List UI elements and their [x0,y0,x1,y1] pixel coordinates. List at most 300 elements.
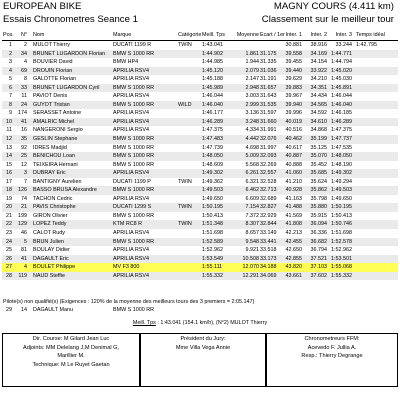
cell-ideal-time: 1:42.795 [356,42,377,48]
cell-best-time: 1:47.739 [202,144,223,151]
cell-brand: APRILIA RSV4 [113,195,149,202]
cell-category: TWIN [178,204,192,211]
cell-category: TWIN [178,42,192,48]
cell-best-time: 1:52.589 [202,238,223,245]
cell-split2: 36.094 [310,221,327,228]
cell-best-time: 1:48.609 [202,161,223,168]
cell-num: 12 [21,161,27,168]
cell-average: 6.261 [245,170,259,177]
cell-num: 16 [21,127,27,134]
cell-split3: 1:47.535 [331,144,352,151]
table-row [2,84,398,93]
cell-best-time: 1:55.111 [202,264,223,271]
cell-pos: 3 [9,59,12,66]
cell-name: PAVIS Christophe [33,204,76,211]
cell-split3: 1:52.578 [331,238,352,245]
cell-gap: 31.175 [260,50,277,57]
table-row [2,169,398,178]
cell-split1: 40.019 [285,118,302,125]
cell-split3: 1:49.294 [331,178,352,185]
best-lap-line [0,320,400,327]
cell-num: 41 [21,255,27,262]
cell-num: 24 [21,101,27,108]
table-row [2,212,398,221]
cell-pos: 27 [6,264,12,271]
cell-name: DAGAULT Manu [33,307,73,313]
cell-split1: 39.455 [285,59,302,66]
cell-pos: 14 [6,153,12,160]
cell-average: 1.944 [245,59,259,66]
ranking-title: Classement sur le meilleur tour [261,14,394,25]
cell-brand: BMW S 1000 RR [113,212,155,219]
cell-num: 3 [24,170,27,177]
cell-best-time: 1:47.483 [202,136,223,143]
cell-average: 12.070 [242,264,259,271]
cell-best-time: 1:48.050 [202,153,223,160]
cell-name: MULOT Thierry [33,42,70,48]
cell-gap: 33.173 [260,255,277,262]
table-row [2,195,398,204]
cell-gap: 32.093 [260,153,277,160]
cell-pos: 17 [6,178,12,185]
cell-brand: BMW S 1000 RR [113,307,155,313]
col-header-num: N° [20,32,27,38]
best-lap-text: : 1:43.041 (154.1 km/h), (N°2) MULOT Thierry [157,320,268,326]
cell-split2: 35.452 [310,161,327,168]
cell-split2: 36.336 [310,230,327,237]
cell-gap: 31.643 [260,93,277,100]
cell-split2: 33.922 [310,67,327,74]
cell-split1: 39.558 [285,50,302,57]
cell-split2: 35.798 [310,195,327,202]
cell-num: 4 [24,264,27,271]
table-row [2,67,398,76]
cell-name: NANGERONI Sergio [33,127,83,134]
cell-num: 7 [24,178,27,185]
col-header-split1: Inter. 1 [285,32,302,38]
cell-pos: 11 [6,127,12,134]
cell-num: 119 [18,272,27,279]
cell-split3: 1:46.185 [331,110,352,117]
cell-brand: BMW S 1000 RR [113,187,155,194]
table-row [2,203,398,212]
cell-name: BASSO BRUSA Alexandre [33,187,97,194]
cell-split1: 39.629 [285,76,302,83]
cell-brand: APRILIA RSV4 [113,247,149,254]
cell-average: 1.861 [245,50,259,57]
cell-average: 7.372 [245,212,259,219]
cell-num: 81 [21,247,27,254]
cell-pos: 7 [9,93,12,100]
cell-name: BRUN Julien [33,238,64,245]
cell-average: 9.548 [245,238,259,245]
cell-num: 2 [24,42,27,48]
cell-split1: 39.996 [285,110,302,117]
cell-average: 2.999 [245,101,259,108]
cell-split3: 1:49.503 [331,187,352,194]
cell-num: 21 [21,204,27,211]
cell-split2: 35.125 [310,144,327,151]
cell-split1: 39.440 [285,67,302,74]
table-row [2,272,398,281]
cell-brand: BMW S 1000 RR [113,50,155,57]
cell-split3: 33.244 [335,42,352,48]
table-row [2,238,398,247]
col-header-best-time: Meill. Tps [202,32,225,38]
cell-pos: 13 [6,144,12,151]
cell-split1: 42.455 [285,238,302,245]
cell-best-time: 1:49.650 [202,195,223,202]
table-row [2,161,398,170]
cell-pos: 23 [6,230,12,237]
cell-gap: 31.991 [260,127,277,134]
non-qualified-title: Pilote(s) non qualifié(s) (Exigences : 120% de la moyenne des meilleurs tours des 3 premiers = 2:05.147) [3,299,255,305]
col-header-split3: Inter. 3 [335,32,352,38]
cell-gap: 31.660 [260,118,277,125]
cell-split3: 1:46.044 [331,93,352,100]
cell-average: 4.334 [245,127,259,134]
cell-best-time: 1:51.348 [202,221,223,228]
cell-pos: 25 [6,247,12,254]
cell-best-time: 1:45.120 [202,67,223,74]
cell-num: 74 [21,195,27,202]
cell-brand: APRILIA RSV4 [113,110,149,117]
cell-gap: 32.827 [260,204,277,211]
cell-split1: 41.210 [285,178,302,185]
cell-split2: 35.862 [310,187,327,194]
race-direction-box [2,333,140,387]
cell-best-time: 1:43.041 [202,42,223,48]
cell-name: CALOT Rudy [33,230,65,237]
cell-name: AMALRIC Michel [33,118,75,125]
jury-president-label: Président du Jury: [180,336,226,342]
cell-name: BOUVIER David [33,59,73,66]
cell-split3: 1:49.302 [331,170,352,177]
cell-brand: BMW S 1000 RR [113,101,155,108]
cell-brand: BMW HP4 [113,59,139,66]
table-row [2,186,398,195]
cell-split3: 1:44.771 [331,50,352,57]
cell-split1: 40.928 [285,187,302,194]
cell-brand: APRILIA RSV4 [113,230,149,237]
cell-pos: 1 [9,42,12,48]
cell-brand: DUCATI 1199 P [113,178,151,185]
cell-name: BRUNET LUGARDON Cyril [33,84,100,91]
table-row [2,50,398,59]
cell-best-time: 1:46.177 [202,110,223,117]
cell-pos: 16 [6,170,12,177]
cell-brand: BMW S 1000 RR [113,136,155,143]
cell-brand: APRILIA RSV4 [113,93,149,100]
jury-box [140,333,266,387]
table-row [2,220,398,229]
cell-num: 25 [21,153,27,160]
cell-best-time: 1:52.962 [202,247,223,254]
cell-split1: 41.163 [285,195,302,202]
cell-gap: 32.269 [260,161,277,168]
col-header-split2: Inter. 2 [310,32,327,38]
cell-name: TACHON Cedric [33,195,73,202]
cell-best-time: 1:49.362 [202,178,223,185]
cell-brand: BMW S 1000 RR [113,84,155,91]
table-row [2,75,398,84]
cell-split1: 39.967 [285,93,302,100]
table-header-row [2,30,398,41]
cell-split1: 39.940 [285,101,302,108]
cell-name: TEIXEIRA Hernani [33,161,78,168]
cell-split2: 36.794 [310,247,327,254]
table-row [2,229,398,238]
cell-split3: 1:51.698 [331,230,352,237]
cell-split1: 42.213 [285,230,302,237]
cell-average: 8.657 [245,230,259,237]
col-header-category: Catégorie [178,32,202,38]
table-row [2,118,398,127]
table-row [2,263,398,272]
cell-brand: APRILIA RSV4 [113,272,149,279]
cell-brand: APRILIA RSV4 [113,127,149,134]
cell-average: 4.698 [245,144,259,151]
cell-average: 5.009 [245,153,259,160]
cell-pos: 29 [6,307,12,313]
cell-split2: 37.521 [310,255,327,262]
cell-split2: 35.070 [310,153,327,160]
cell-num: 11 [21,93,27,100]
cell-brand: APRILIA RSV4 [113,67,149,74]
cell-split1: 40.887 [285,153,302,160]
cell-gap: 31.997 [260,144,277,151]
cell-pos: 26 [6,255,12,262]
cell-split2: 38.916 [310,42,327,48]
cell-average: 3.136 [245,110,259,117]
table-row [2,178,398,187]
cell-split3: 1:45.891 [331,84,352,91]
cell-gap: 31.535 [260,101,277,108]
cell-split2: 35.915 [310,212,327,219]
cell-name: IDRES Madjid [33,144,67,151]
cell-split1: 40.888 [285,161,302,168]
cell-split1: 42.855 [285,255,302,262]
cell-best-time: 1:46.040 [202,101,223,108]
col-header-pos: Pos. [3,32,14,38]
cell-num: 129 [18,221,27,228]
cell-pos: 5 [9,76,12,83]
cell-name: GUYOT Tristan [33,101,70,108]
cell-best-time: 1:47.375 [202,127,223,134]
table-row [2,41,398,50]
cell-split2: 34.565 [310,101,327,108]
cell-average: 8.307 [245,221,259,228]
cell-best-time: 1:44.902 [202,50,223,57]
cell-split3: 1:47.737 [331,136,352,143]
cell-split3: 1:45.020 [331,67,352,74]
cell-name: LOPEZ Teddy [33,221,67,228]
cell-split2: 36.682 [310,238,327,245]
cell-split2: 35.880 [310,204,327,211]
cell-split1: 30.881 [285,42,302,48]
cell-pos: 2 [9,50,12,57]
cell-name: BRUNET LUGARDON Florian [33,50,106,57]
cell-brand: DUCATI 1199 R [113,42,152,48]
cell-average: 6.609 [245,195,259,202]
cell-brand: BMW S 1000 RR [113,238,155,245]
cell-name: DAGAULT Eric [33,255,69,262]
cell-split2: 34.169 [310,50,327,57]
race-director: Dir. Course: M Gilard Jean Luc [32,336,110,342]
cell-brand: BMW S 1000 RR [113,161,155,168]
timekeepers-resp: Resp.: Thierry Degrange [301,353,363,359]
cell-split1: 40.516 [285,127,302,134]
cell-best-time: 1:49.302 [202,170,223,177]
cell-best-time: 1:46.289 [202,118,223,125]
cell-brand: APRILIA RSV4 [113,118,149,125]
cell-pos: 4 [9,67,12,74]
cell-split1: 39.883 [285,84,302,91]
cell-split3: 1:50.195 [331,204,352,211]
cell-split3: 1:52.962 [331,247,352,254]
cell-gap: 31.191 [260,76,277,83]
cell-average: 12.291 [242,272,259,279]
cell-gap: 32.689 [260,195,277,202]
cell-split3: 1:55.068 [331,264,352,271]
col-header-name: Nom [33,32,45,38]
cell-best-time: 1:53.549 [202,255,223,262]
cell-num: 8 [24,76,27,83]
cell-pos: 6 [9,84,12,91]
cell-name: BOULAY Didier [33,247,70,254]
cell-name: GIRON Olivier [33,212,68,219]
cell-gap: 32.528 [260,178,277,185]
non-qualified-row [2,306,398,315]
cell-split1: 41.488 [285,204,302,211]
cell-gap: 32.076 [260,136,277,143]
cell-best-time: 1:50.413 [202,212,223,219]
cell-best-time: 1:44.985 [202,59,223,66]
cell-best-time: 1:51.698 [202,230,223,237]
cell-split1: 41.808 [285,221,302,228]
cell-num: 92 [21,144,27,151]
cell-category: WILD [178,101,192,108]
table-row [2,92,398,101]
cell-num: 41 [21,118,27,125]
cell-brand: MV F3 800 [113,264,140,271]
cell-split3: 1:48.190 [331,161,352,168]
cell-split1: 43.661 [285,272,302,279]
cell-brand: APRILIA RSV4 [113,76,149,83]
cell-num: 34 [21,50,27,57]
cell-num: 5 [24,238,27,245]
cell-pos: 20 [6,204,12,211]
session-title: Essais Chronometres Seance 1 [3,14,138,25]
cell-name: GESLIN Stephane [33,136,78,143]
cell-split3: 1:46.040 [331,101,352,108]
table-row [2,101,398,110]
cell-average: 6.321 [245,178,259,185]
cell-pos: 21 [6,212,12,219]
col-header-ideal-time: Temps idéal [356,32,385,38]
race-adjoints: Adjoints: MM Delelang J,M Denimal G, [22,344,120,351]
cell-gap: 32.929 [260,212,277,219]
cell-pos: 15 [6,161,12,168]
cell-name: DUBRAY Eric [33,170,66,177]
cell-pos: 19 [6,195,12,202]
cell-split3: 1:50.746 [331,221,352,228]
cell-best-time: 1:46.044 [202,93,223,100]
cell-average: 4.442 [245,136,259,143]
table-row [2,144,398,153]
cell-best-time: 1:49.503 [202,187,223,194]
col-header-brand: Marque [113,32,132,38]
cell-split2: 35.624 [310,178,327,185]
cell-best-time: 1:50.195 [202,204,223,211]
cell-num: 35 [21,136,27,143]
cell-name: NAUD Steffie [33,272,65,279]
cell-average: 7.154 [245,204,259,211]
timekeepers-box [266,333,398,387]
cell-num: 33 [21,84,27,91]
event-title: EUROPEAN BIKE [3,1,82,12]
cell-num: 14 [21,307,27,313]
cell-pos: 9 [9,110,12,117]
cell-average: 3.248 [245,118,259,125]
jury-president-name: Mme Villa Vega Annie [175,344,231,351]
cell-split2: 34.592 [310,110,327,117]
cell-split1: 43.820 [285,264,302,271]
race-technical: Technique: M Le Ruyet Gaetan [32,361,110,368]
cell-average: 3.003 [245,93,259,100]
best-lap-label: Meill. Tps [132,320,156,326]
cell-num: 69 [21,67,27,74]
cell-name: GALOTTE Florian [33,76,77,83]
table-row [2,152,398,161]
cell-num: 126 [18,187,27,194]
cell-gap: 32.557 [260,170,277,177]
cell-split2: 37.602 [310,272,327,279]
cell-gap: 31.597 [260,110,277,117]
cell-pos: 22 [6,221,12,228]
table-row [2,109,398,118]
cell-gap: 34.188 [260,264,277,271]
cell-average: 2.147 [245,76,259,83]
cell-split3: 1:49.650 [331,195,352,202]
col-header-average: Moyenne [236,32,259,38]
cell-split3: 1:48.050 [331,153,352,160]
cell-num: 174 [18,110,27,117]
cell-pos: 24 [6,238,12,245]
cell-split3: 1:55.332 [331,272,352,279]
table-row [2,246,398,255]
cell-gap: 31.335 [260,59,277,66]
cell-split2: 35.685 [310,170,327,177]
cell-average: 6.462 [245,187,259,194]
cell-split2: 37.103 [310,264,327,271]
cell-gap: 32.713 [260,187,277,194]
cell-split2: 34.351 [310,84,327,91]
cell-name: BANTIGNY Aurelien [33,178,82,185]
cell-average: 2.948 [245,84,259,91]
cell-split2: 34.868 [310,127,327,134]
cell-gap: 31.657 [260,84,277,91]
cell-average: 10.508 [242,255,259,262]
timekeepers-label: Chronometreurs FFM: [304,336,360,342]
table-row [2,255,398,264]
table-row [2,58,398,67]
cell-average: 5.568 [245,161,259,168]
cell-split1: 41.569 [285,212,302,219]
cell-pos: 28 [6,272,12,279]
timekeepers-names: Acevedo F. Jullia A. [307,344,357,351]
cell-brand: KTM RC8 R [113,221,143,228]
